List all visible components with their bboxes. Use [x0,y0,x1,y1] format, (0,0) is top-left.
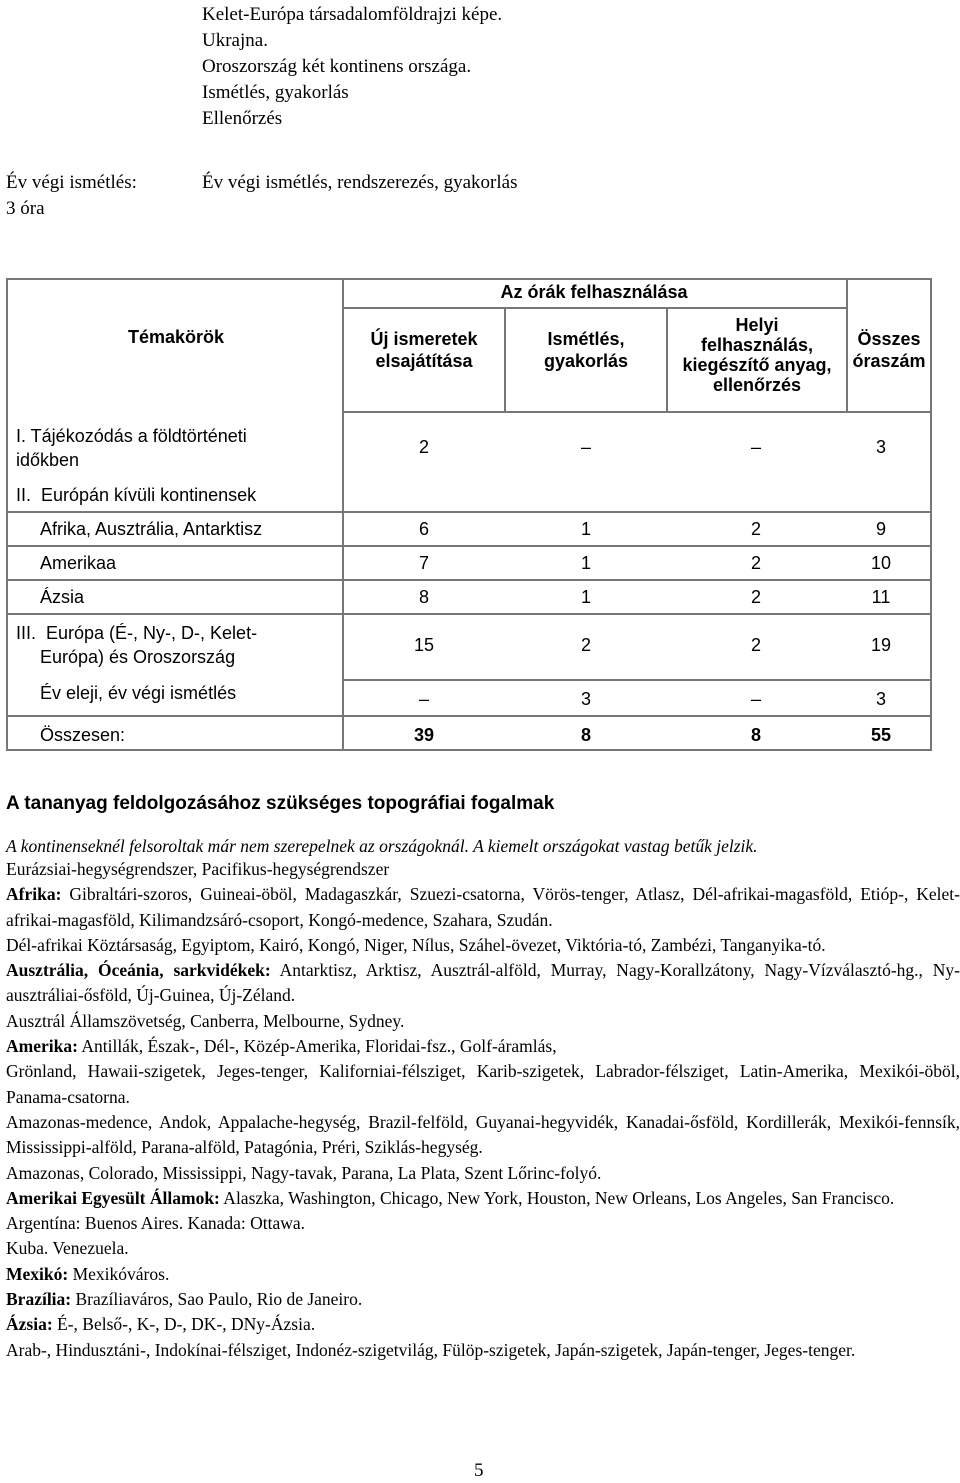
topic-list [202,2,502,132]
paragraph: Argentína: Buenos Aires. Kanada: Ottawa. [6,1213,306,1234]
paragraph: Amerika: Antillák, Észak-, Dél-, Közép-Amerika, Floridai-fsz., Golf-áramlás, [6,1036,557,1057]
paragraph: Brazília: Brazíliaváros, Sao Paulo, Rio de Janeiro. [6,1289,363,1310]
table-cell: 7 [418,553,429,573]
table-cell: 1 [580,553,591,573]
header-local-usage: Helyi felhasználás, kiegészítő anyag, ellenőrzés [682,315,832,395]
topic-item: Ellenőrzés [202,108,283,129]
paragraph: Grönland, Hawaii-szigetek, Jeges-tenger, Kaliforniai-félsziget, Karib-szigetek, Labrador-félsziget, Latin-Amerika, Mexikói-öböl, Panama-csatorna. [6,1061,960,1107]
paragraph: Amerikai Egyesült Államok: Alaszka, Washington, Chicago, New York, Houston, New Orleans, Los Angeles, San Francisco. [6,1187,895,1208]
year-end-text: Év végi ismétlés, rendszerezés, gyakorlás [202,172,518,193]
table-row-label: Amerikaa [40,553,117,573]
table-cell: 2 [750,519,761,539]
table-row-label: Ázsia [40,587,85,607]
header-topics: Témakörök [127,327,225,347]
table-cell: – [750,437,761,457]
table-cell: 8 [750,725,761,745]
table-row-label: Összesen: [40,725,126,745]
table-cell: 10 [870,553,892,573]
table-cell: 3 [875,689,886,709]
paragraph: Ázsia: É-, Belső-, K-, D-, DK-, DNy-Ázsia. [6,1314,316,1335]
table-cell: 19 [870,635,892,655]
year-end-label: Év végi ismétlés: 3 óra [6,172,137,219]
table-cell: 11 [871,587,891,607]
table-cell: 3 [875,437,886,457]
header-total: Összes óraszám [852,329,926,371]
topic-item: Oroszország két kontinens országa. [202,56,472,77]
header-practice: Ismétlés, gyakorlás [543,329,629,371]
table-cell: 9 [875,519,886,539]
topic-item: Ismétlés, gyakorlás [202,82,349,103]
table-row-label: Év eleji, év végi ismétlés [40,683,237,703]
table-cell: 39 [413,725,435,745]
header-usage: Az órák felhasználása [500,282,688,302]
table-row-label: III. Európa (É-, Ny-, D-, Kelet- Európa) és Oroszország [16,623,258,667]
table-cell: 15 [413,635,435,655]
table-row-label: II. Európán kívüli kontinensek [16,485,257,505]
paragraph: Amazonas, Colorado, Mississippi, Nagy-tavak, Parana, La Plata, Szent Lőrinc-folyó. [6,1162,602,1183]
table-cell: 2 [750,635,761,655]
paragraph: Ausztrál Államszövetség, Canberra, Melbourne, Sydney. [6,1010,405,1031]
paragraph: Ausztrália, Óceánia, sarkvidékek: Antarktisz, Arktisz, Ausztrál-alföld, Murray, Nagy-Korallzátony, Nagy-Vízválasztó-hg., Ny-ausztráliai-ősföld, Új-Guinea, Új-Zéland. [6,960,960,1006]
table-cell: – [750,689,761,709]
table-row-label: Afrika, Ausztrália, Antarktisz [40,519,263,539]
table-cell: 1 [580,587,591,607]
table-cell: 8 [580,725,591,745]
header-new-knowledge: Új ismeretek elsajátítása [370,329,478,371]
paragraph: Eurázsiai-hegységrendszer, Pacifikus-hegységrendszer [6,859,390,879]
hours-table [6,278,932,751]
table-cell: 3 [580,689,591,709]
section-heading: A tananyag feldolgozásához szükséges topográfiai fogalmak [6,793,555,814]
paragraph: Amazonas-medence, Andok, Appalache-hegység, Brazil-felföld, Guyanai-hegyvidék, Kanadai-ősföld, Kordillerák, Mexikói-fennsík, Mississippi-alföld, Parana-alföld, Patagónia, Préri, Sziklás-hegység. [6,1111,960,1158]
table-cell: 2 [418,437,429,457]
table-cell: 2 [580,635,591,655]
table-cell: 8 [418,587,429,607]
paragraph: Afrika: Gibraltári-szoros, Guineai-öböl, Madagaszkár, Szuezi-csatorna, Vörös-tenger, Atlasz, Dél-afrikai-magasföld, Etióp-, Kelet-afrikai-magasföld, Kilimandzsáró-csoport, Kongó-medence, Szahara, Szudán. [6,884,960,930]
table-row-label: I. Tájékozódás a földtörténeti időkben [16,426,247,470]
paragraph: Dél-afrikai Köztársaság, Egyiptom, Kairó, Kongó, Niger, Nílus, Száhel-övezet, Viktória-tó, Zambézi, Tanganyika-tó. [6,934,826,955]
table-cell: 2 [750,587,761,607]
topic-item: Kelet-Európa társadalomföldrajzi képe. [202,4,503,25]
paragraph: Arab-, Hindusztáni-, Indokínai-félsziget, Indonéz-szigetvilág, Fülöp-szigetek, Japán-szigetek, Japán-tenger, Jeges-tenger. [6,1339,856,1360]
table-cell: 1 [580,519,591,539]
paragraph: Mexikó: Mexikóváros. [6,1263,170,1284]
table-cell: 55 [870,725,892,745]
paragraph: Kuba. Venezuela. [6,1238,129,1259]
table-cell: 6 [418,519,429,539]
page-number: 5 [474,1460,484,1481]
table-cell: 2 [750,553,761,573]
table-cell: – [580,437,591,457]
topography-text [6,857,960,1363]
section-note: A kontinenseknél felsoroltak már nem szerepelnek az országoknál. A kiemelt országokat vastag betűk jelzik. [6,836,758,856]
topic-item: Ukrajna. [202,30,268,51]
table-cell: – [418,689,429,709]
